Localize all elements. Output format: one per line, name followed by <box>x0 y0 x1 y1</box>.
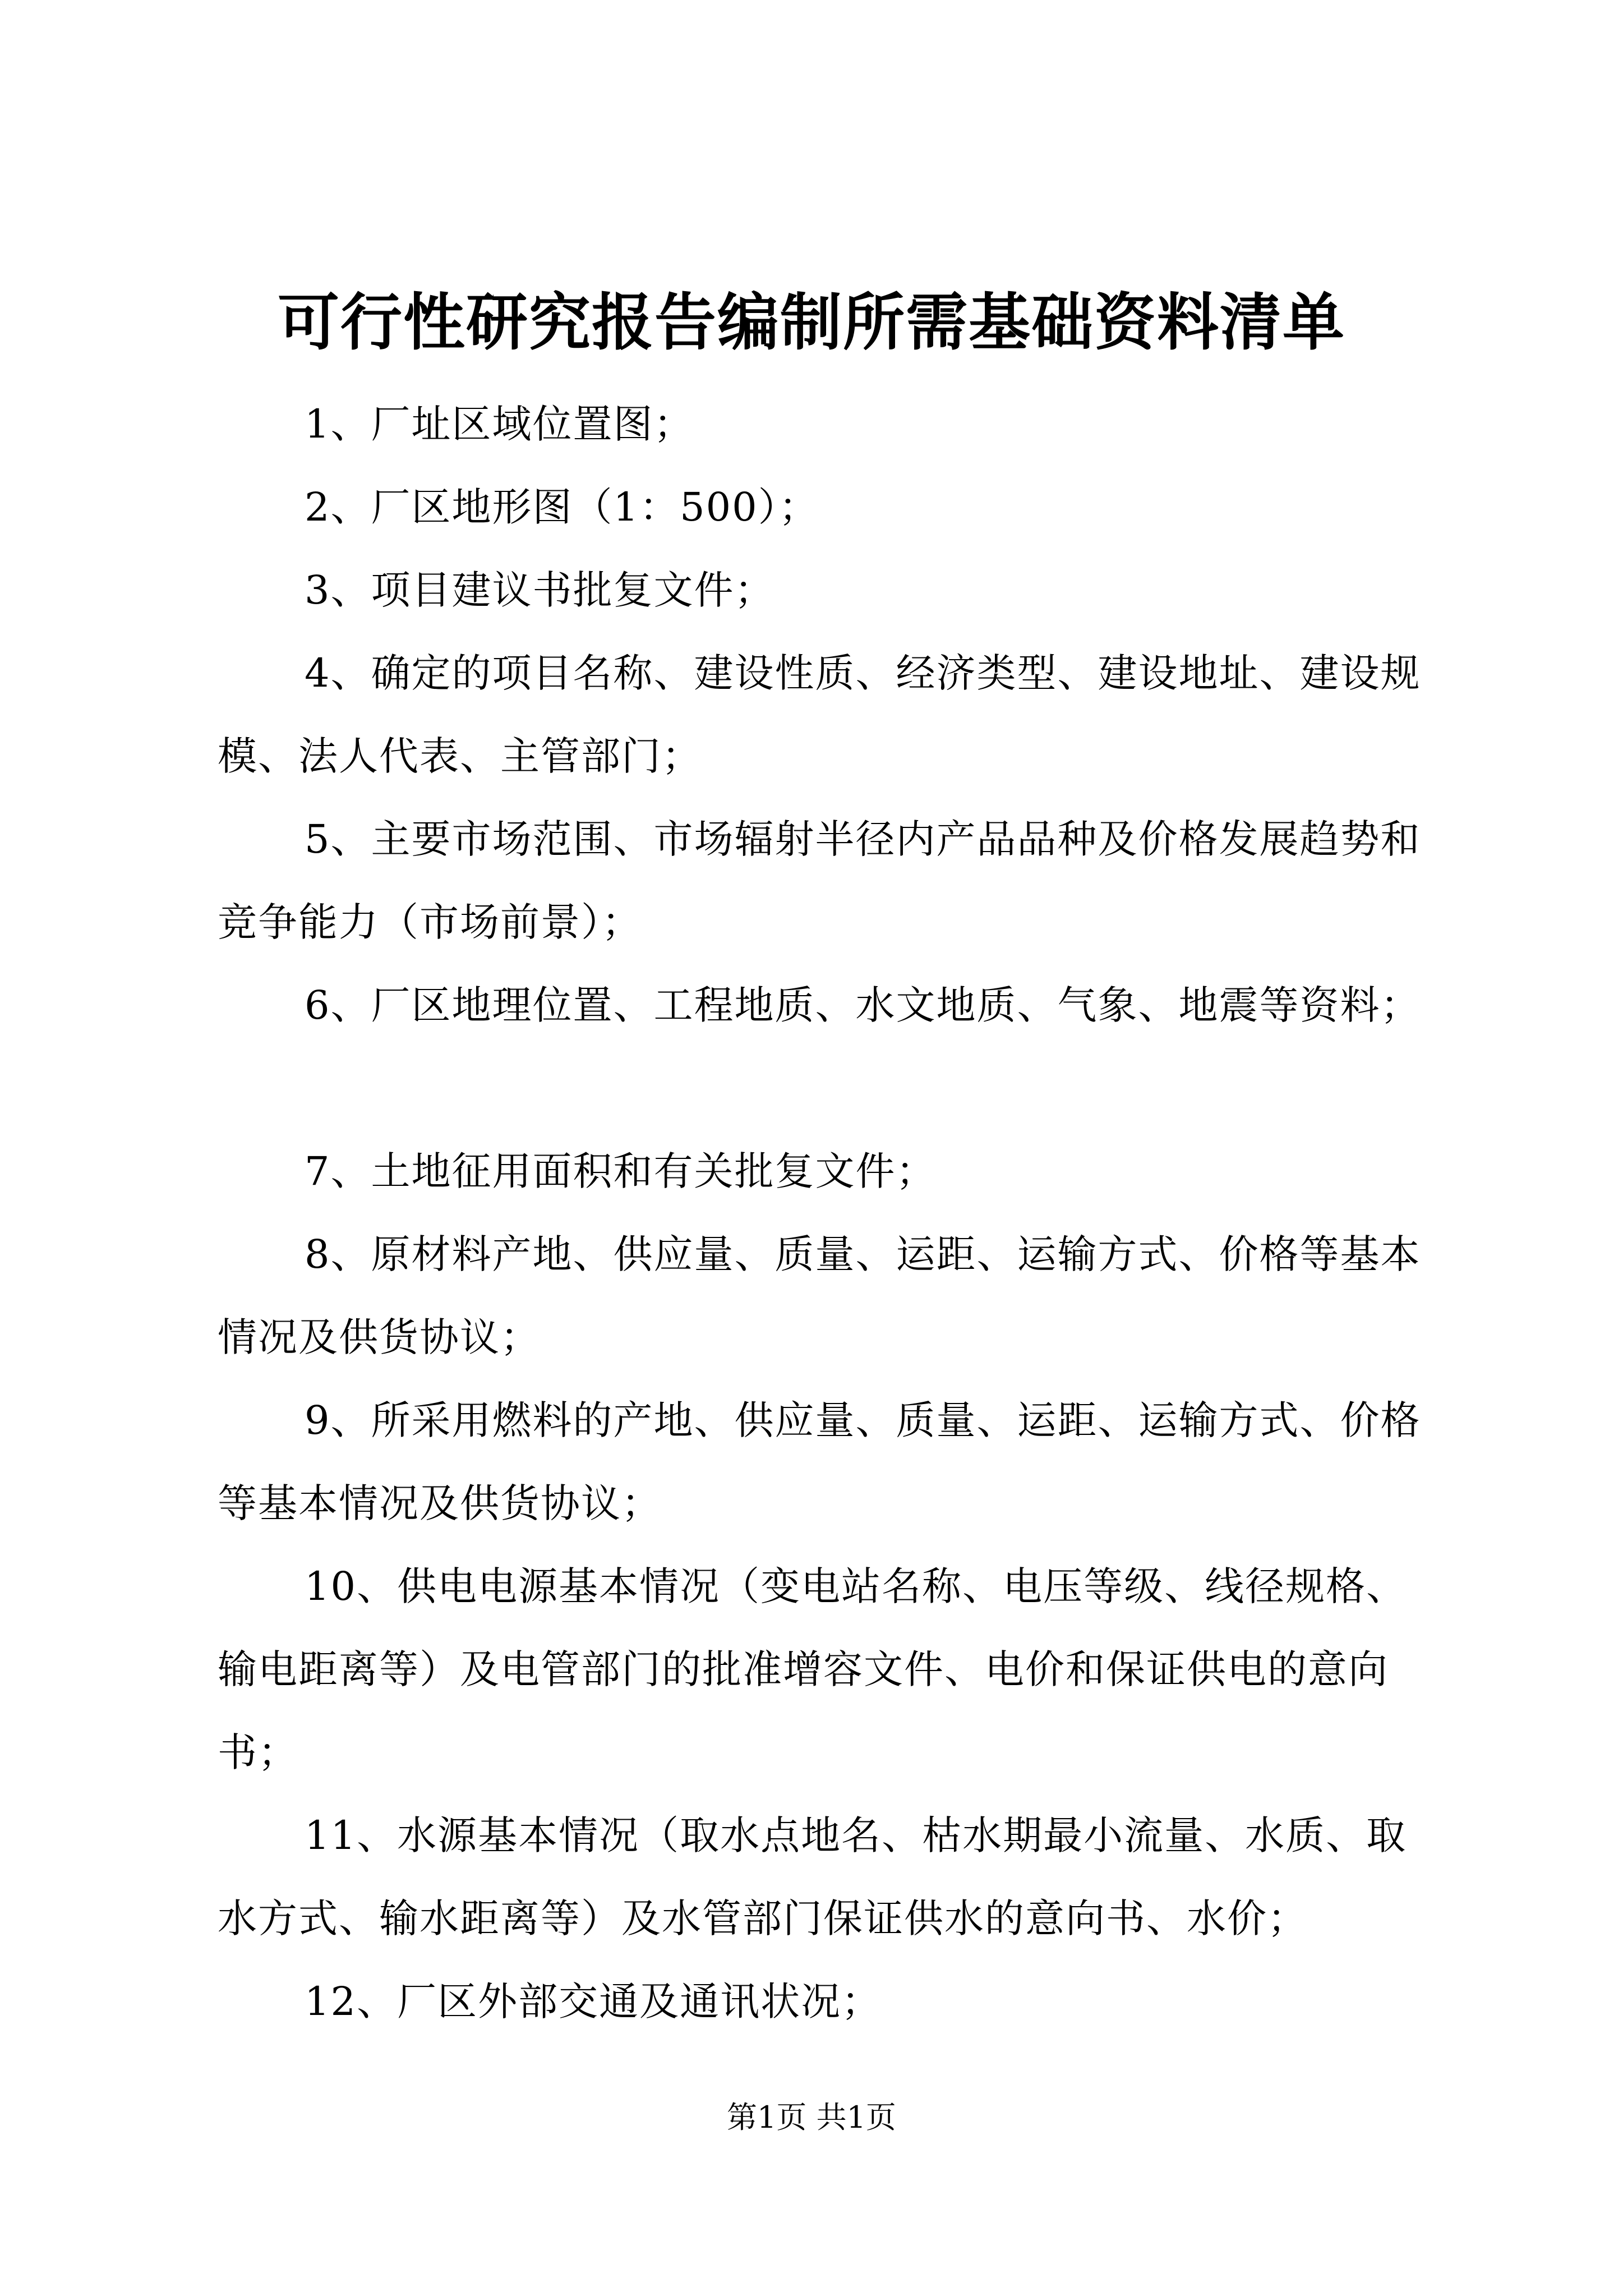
list-item-10: 10、供电电源基本情况（变电站名称、电压等级、线径规格、输电距离等）及电管部门的批准增容文件、电价和保证供电的意向书； <box>218 1563 1407 1775</box>
list-item-11: 11、水源基本情况（取水点地名、枯水期最小流量、水质、取水方式、输水距离等）及水管部门保证供水的意向书、水价； <box>218 1812 1407 1941</box>
page-number-footer: 第1页 共1页 <box>727 2100 896 2135</box>
list-item-2: 2、厂区地形图（1：500）； <box>305 484 819 530</box>
list-item-8: 8、原材料产地、供应量、质量、运距、运输方式、价格等基本情况及供货协议； <box>218 1231 1421 1360</box>
list-item-6: 6、厂区地理位置、工程地质、水文地质、气象、地震等资料； <box>305 982 1421 1028</box>
list-item-12: 12、厂区外部交通及通讯状况； <box>305 1978 882 2024</box>
list-item-4: 4、确定的项目名称、建设性质、经济类型、建设地址、建设规模、法人代表、主管部门； <box>218 650 1421 779</box>
document-title: 可行性研究报告编制所需基础资料清单 <box>278 286 1345 358</box>
list-item-1: 1、厂址区域位置图； <box>305 401 694 447</box>
list-item-3: 3、项目建议书批复文件； <box>305 567 775 613</box>
list-item-5: 5、主要市场范围、市场辐射半径内产品品种及价格发展趋势和竞争能力（市场前景）； <box>218 816 1421 945</box>
list-item-7: 7、土地征用面积和有关批复文件； <box>305 1148 937 1194</box>
list-item-9: 9、所采用燃料的产地、供应量、质量、运距、运输方式、价格等基本情况及供货协议； <box>218 1397 1421 1526</box>
